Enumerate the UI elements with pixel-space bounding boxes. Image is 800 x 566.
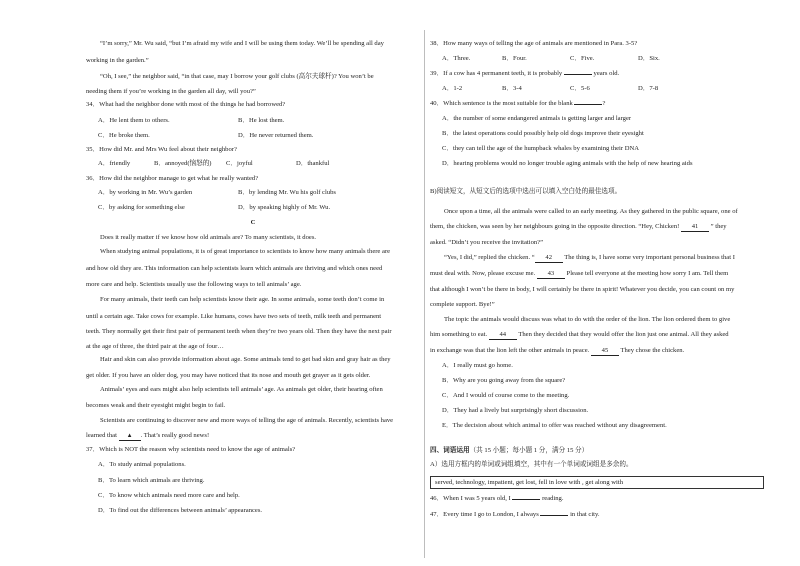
paragraph-line: teeth. They normally get their first pair of permanent teeth when they’re two years old. Then they have the next pair (86, 328, 392, 335)
paragraph-line: more care and help. Scientists usually use the following ways to tell animals’ age. (86, 281, 302, 288)
option-c[interactable]: C．He broke them. (98, 132, 150, 139)
answer-blank[interactable] (574, 104, 602, 105)
blank-44[interactable]: 44 (489, 331, 517, 340)
story-line (430, 270, 764, 279)
option-a[interactable]: A．the number of some endangered animals is getting larger and larger (442, 115, 632, 122)
option-c[interactable]: C．To know which animals need more care and help. (98, 492, 240, 499)
text-fragment: them, the chicken, was seen by her neighbours going in the opposite direction. “Hey, Chicken! (430, 223, 680, 230)
option-a[interactable]: A．To study animal populations. (98, 461, 186, 468)
question-37-stem: 37．Which is NOT the reason why scientists need to know the age of animals? (86, 446, 296, 453)
question-34-options-2 (98, 132, 420, 140)
question-38-stem: 38．How many ways of telling the age of animals are mentioned in Para. 3-5? (430, 40, 638, 47)
question-36-options (98, 189, 420, 197)
question-34-options (98, 117, 420, 125)
choice-d[interactable]: D．They had a lively but surprisingly short discussion. (442, 407, 589, 414)
paragraph-line (86, 432, 420, 441)
text-fragment: in exchange was that the lion left the other animals in peace. (430, 347, 590, 354)
option-a[interactable]: A．Three. (442, 55, 471, 62)
paragraph-line: working in the garden.” (86, 57, 149, 64)
option-d[interactable]: D．He never returned them. (238, 132, 314, 139)
question-46 (430, 495, 764, 503)
text-fragment: Then they decided that they would offer the lion just one animal. All they asked (518, 331, 729, 338)
paragraph-line: becomes weak and their eyesight might begin to fail. (86, 402, 226, 409)
paragraph-line: get older. If you have an older dog, you may have noticed that its nose and mouth get grayer as it gets older. (86, 372, 371, 379)
text-fragment: 46．When I was 5 years old, I (430, 495, 511, 502)
option-b[interactable]: B．the latest operations could possibly help old dogs improve their eyesight (442, 130, 644, 137)
option-d[interactable]: D．7-8 (638, 85, 659, 92)
question-36-options-2 (98, 204, 420, 212)
choice-b[interactable]: B．Why are you going away from the square? (442, 377, 566, 384)
text-fragment: “Yes, I did,” replied the chicken. “ (444, 254, 535, 261)
option-d[interactable]: D．To find out the differences between animals’ appearances. (98, 507, 263, 514)
story-line (430, 331, 764, 340)
text-fragment: 40．Which sentence is the most suitable for the blank (430, 100, 573, 107)
blank-45[interactable]: 45 (591, 347, 619, 356)
paragraph-line: at the age of three, the third pair at the age of four… (86, 343, 224, 350)
paragraph-line: until a certain age. Take cows for example. Like humans, cows have two sets of teeth, milk teeth and permanent (86, 313, 382, 320)
story-line (430, 347, 764, 356)
blank-marker[interactable] (119, 432, 141, 441)
option-b[interactable]: B．by lending Mr. Wu his golf clubs (238, 189, 336, 196)
section-b-instruction: B)阅读短文，从短文后的选项中选出可以填入空白处的最佳选项。 (430, 188, 622, 195)
option-a[interactable]: A．friendly (98, 160, 131, 167)
question-39-stem (430, 70, 764, 78)
text-fragment: ? (602, 100, 606, 107)
choice-e[interactable]: E．The decision about which animal to offer was reached without any disagreement. (442, 422, 667, 429)
paragraph-line: When studying animal populations, it is of great importance to scientists to know how many animals there are (100, 248, 391, 255)
paragraph-line: Hair and skin can also provide information about age. Some animals tend to get bad skin and gray hair as they (100, 356, 391, 363)
text-fragment: him something to eat. (430, 331, 488, 338)
section-c-heading: C (250, 219, 256, 226)
paragraph-line: “Oh, I see,” the neighbor said, “in that case, may I borrow your golf clubs (高尔夫球杆)? You won’t be (100, 73, 374, 80)
text-fragment: reading. (542, 495, 564, 502)
answer-blank[interactable] (512, 499, 540, 500)
option-b[interactable]: B．He lost them. (238, 117, 285, 124)
text-fragment: in that city. (570, 511, 600, 518)
option-c[interactable]: C．they can tell the age of the humpback whales by examining their DNA (442, 145, 640, 152)
option-b[interactable]: B．To learn which animals are thriving. (98, 477, 205, 484)
paragraph-line: and how old they are. This information can help scientists learn which animals are thriving and which ones need (86, 265, 383, 272)
text-fragment: 47．Every time I go to London, I always (430, 511, 539, 518)
story-line (430, 223, 764, 232)
column-divider (424, 30, 425, 558)
blank-43[interactable]: 43 (537, 270, 565, 279)
option-c[interactable]: C．joyful (226, 160, 253, 167)
question-40-stem (430, 100, 764, 108)
option-d[interactable]: D．by speaking highly of Mr. Wu. (238, 204, 331, 211)
section-note: （共 15 小题；每小题 1 分，满分 15 分） (469, 447, 589, 454)
paragraph-line: needing them if you’re working in the garden all day, will you?” (86, 88, 256, 95)
word-list: served, technology, impatient, get lost, fell in love with , get along with (435, 479, 624, 486)
option-c[interactable]: C．Five. (570, 55, 595, 62)
text-fragment: They chose the chicken. (620, 347, 685, 354)
story-line: Once upon a time, all the animals were called to an early meeting. As they gathered in the public square, one of (444, 208, 738, 215)
text-fragment: 39．If a cow has 4 permanent teeth, it is probably (430, 70, 563, 77)
choice-a[interactable]: A．I really must go home. (442, 362, 513, 369)
text-fragment: Please tell everyone at the meeting how sorry I am. Tell them (566, 270, 729, 277)
paragraph-line: “I’m sorry,” Mr. Wu said, “but I’m afraid my wife and I will be using them today. We’ll be spending all day (100, 40, 384, 47)
paragraph-line: Does it really matter if we know how old animals are? To many scientists, it does. (100, 234, 317, 241)
option-b[interactable]: B．annoyed(恼怒的) (154, 160, 212, 167)
paragraph-line: For many animals, their teeth can help scientists know their age. In some animals, some teeth don’t come in (100, 296, 385, 303)
answer-blank[interactable] (564, 74, 592, 75)
right-column (430, 0, 764, 566)
option-a[interactable]: A．1-2 (442, 85, 463, 92)
option-b[interactable]: B．Four. (502, 55, 527, 62)
story-line: complete support. Bye!” (430, 301, 495, 308)
question-35-stem: 35．How did Mr. and Mrs Wu feel about their neighbor? (86, 146, 237, 153)
question-47 (430, 511, 764, 519)
text-fragment: learned that (86, 432, 117, 439)
choice-c[interactable]: C．And I would of course come to the meeting. (442, 392, 570, 399)
section-title: 四、词语运用 (430, 447, 470, 454)
paragraph-line: Scientists are continuing to discover new and more ways of telling the age of animals. Recently, scientists have (100, 417, 394, 424)
text-fragment: . That’s really good news! (140, 432, 210, 439)
option-c[interactable]: C．by asking for something else (98, 204, 185, 211)
paragraph-line: Animals’ eyes and ears might also help scientists tell animals’ age. As animals get older, their hearing often (100, 386, 383, 393)
blank-42[interactable]: 42 (535, 254, 563, 263)
section-4-heading (430, 447, 764, 455)
story-line (444, 254, 764, 263)
option-b[interactable]: B．3-4 (502, 85, 522, 92)
triangle-icon: ▲ (126, 433, 133, 439)
option-d[interactable]: D．thankful (296, 160, 330, 167)
answer-blank[interactable] (540, 515, 568, 516)
word-box (430, 476, 764, 489)
text-fragment: ” they (710, 223, 727, 230)
text-fragment: must deal with. Now, please excuse me. (430, 270, 536, 277)
option-d[interactable]: D．hearing problems would no longer trouble aging animals with the help of new hearing aids (442, 160, 693, 167)
option-a[interactable]: A．by working in Mr. Wu’s garden (98, 189, 193, 196)
left-column (86, 0, 420, 566)
blank-41[interactable]: 41 (681, 223, 709, 232)
option-d[interactable]: D．Six. (638, 55, 660, 62)
section-4-instruction: A）选用方框内的单词或词组填空，其中有一个单词或词组是多余的。 (430, 461, 633, 468)
option-c[interactable]: C．5-6 (570, 85, 590, 92)
question-34-stem: 34．What had the neighbor done with most of the things he had borrowed? (86, 101, 286, 108)
story-line: asked. “Didn’t you receive the invitation?” (430, 239, 544, 246)
question-36-stem: 36．How did the neighbor manage to get what he really wanted? (86, 175, 259, 182)
story-line: that although I won’t be there in body, I will certainly be there in spirit! Whatever you decide, you can count on my (430, 286, 735, 293)
story-line: The topic the animals would discuss was what to do with the order of the lion. The lion ordered them to give (444, 316, 731, 323)
text-fragment: years old. (593, 70, 620, 77)
text-fragment: The thing is, I have some very important personal business that I (564, 254, 735, 261)
option-a[interactable]: A．He lent them to others. (98, 117, 170, 124)
